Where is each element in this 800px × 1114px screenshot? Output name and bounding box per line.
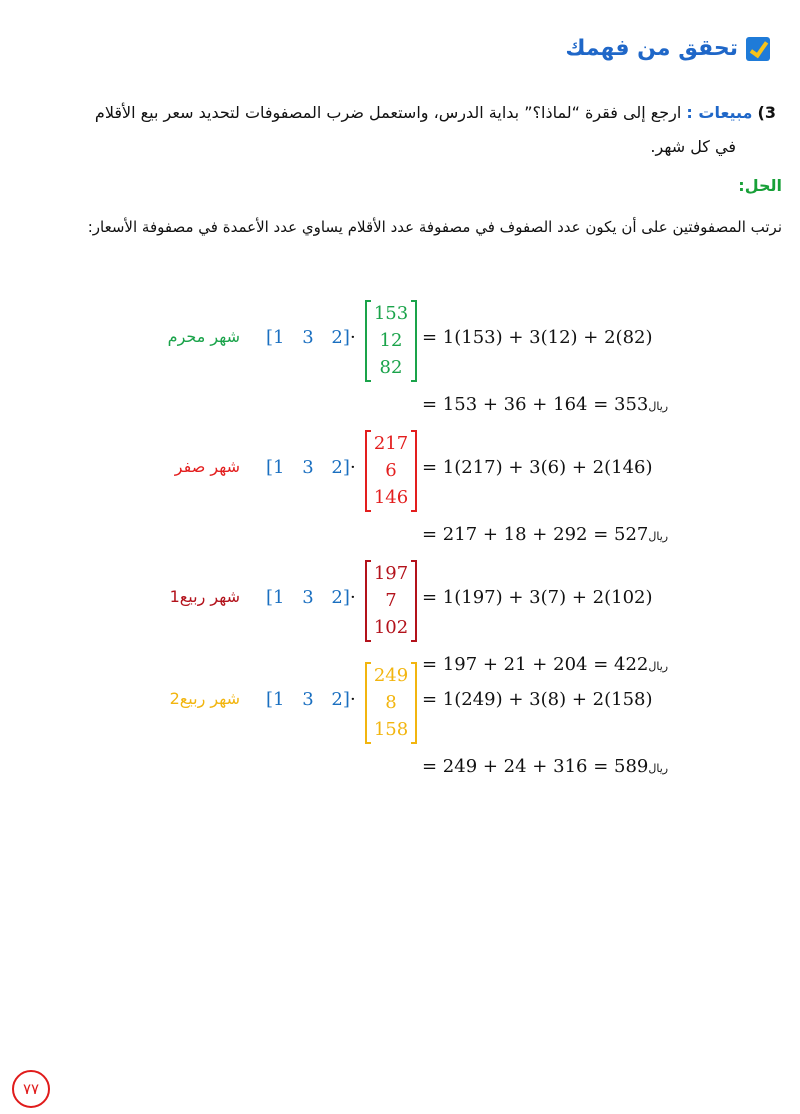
row-vector-entry: 3 <box>302 457 314 478</box>
month-calculation-block <box>0 662 800 777</box>
column-vector-entry: 6 <box>385 460 397 481</box>
column-vector-entry: 102 <box>373 617 409 638</box>
column-vector-entry: 8 <box>385 692 397 713</box>
currency-unit: ريال <box>648 400 669 413</box>
column-vector-entry: 153 <box>373 303 409 324</box>
quantity-column-vector <box>365 430 417 512</box>
checkbox-check-icon <box>746 37 770 61</box>
total-expression: = 249 + 24 + 316 = 589 <box>422 756 649 777</box>
month-label: شهر صفر <box>174 457 240 476</box>
page-number: ٧٧ <box>12 1070 50 1108</box>
section-title: تحقق من فهمك <box>565 36 738 61</box>
row-vector-entry: 2] <box>331 587 350 608</box>
price-row-vector <box>260 587 356 608</box>
total-expression: = 197 + 21 + 204 = 422 <box>422 654 649 675</box>
multiply-dot: · <box>350 457 356 478</box>
expansion-line: = 1(197) + 3(7) + 2(102) <box>422 587 653 608</box>
month-calculation-block <box>0 560 800 675</box>
column-vector-entry: 249 <box>373 665 409 686</box>
row-vector-entry: 2] <box>331 327 350 348</box>
currency-unit: ريال <box>648 762 669 775</box>
price-row-vector <box>260 457 356 478</box>
currency-unit: ريال <box>648 660 669 673</box>
solution-intro: نرتب المصفوفتين على أن يكون عدد الصفوف في مصفوفة عدد الأقلام يساوي عدد الأعمدة في مصفوفة الأسعار: <box>87 218 782 236</box>
multiply-dot: · <box>350 689 356 710</box>
total-line <box>422 756 668 777</box>
quantity-column-vector <box>365 300 417 382</box>
problem-number: 3) <box>757 103 776 122</box>
month-label: شهر ربيع1 <box>169 587 240 606</box>
price-row-vector <box>260 327 356 348</box>
solution-label: الحل: <box>738 176 782 195</box>
month-calculation-block <box>0 300 800 415</box>
total-expression: = 217 + 18 + 292 = 527 <box>422 524 649 545</box>
quantity-column-vector <box>365 662 417 744</box>
row-vector-entry: [1 <box>266 587 285 608</box>
currency-unit: ريال <box>648 530 669 543</box>
row-vector-entry: 3 <box>302 689 314 710</box>
column-vector-entry: 146 <box>373 487 409 508</box>
column-vector-entry: 7 <box>385 590 397 611</box>
month-label: شهر محرم <box>167 327 240 346</box>
column-vector-entry: 12 <box>379 330 403 351</box>
row-vector-entry: 2] <box>331 689 350 710</box>
price-row-vector <box>260 689 356 710</box>
total-line <box>422 394 668 415</box>
column-vector-entry: 217 <box>373 433 409 454</box>
row-vector-entry: 2] <box>331 457 350 478</box>
total-line <box>422 524 668 545</box>
column-vector-entry: 82 <box>379 357 403 378</box>
problem-text-line1: ارجع إلى فقرة “لماذا؟” بداية الدرس، واستعمل ضرب المصفوفات لتحديد سعر بيع الأقلام <box>94 103 682 122</box>
month-label: شهر ربيع2 <box>169 689 240 708</box>
expansion-line: = 1(217) + 3(6) + 2(146) <box>422 457 653 478</box>
problem-label: مبيعات : <box>686 103 753 122</box>
expansion-line: = 1(153) + 3(12) + 2(82) <box>422 327 653 348</box>
row-vector-entry: [1 <box>266 689 285 710</box>
multiply-dot: · <box>350 587 356 608</box>
section-heading <box>565 36 770 61</box>
multiply-dot: · <box>350 327 356 348</box>
problem-statement <box>16 96 776 164</box>
total-expression: = 153 + 36 + 164 = 353 <box>422 394 649 415</box>
quantity-column-vector <box>365 560 417 642</box>
row-vector-entry: 3 <box>302 587 314 608</box>
row-vector-entry: 3 <box>302 327 314 348</box>
row-vector-entry: [1 <box>266 327 285 348</box>
month-calculation-block <box>0 430 800 545</box>
column-vector-entry: 158 <box>373 719 409 740</box>
problem-text-line2: في كل شهر. <box>650 137 736 156</box>
row-vector-entry: [1 <box>266 457 285 478</box>
column-vector-entry: 197 <box>373 563 409 584</box>
expansion-line: = 1(249) + 3(8) + 2(158) <box>422 689 653 710</box>
